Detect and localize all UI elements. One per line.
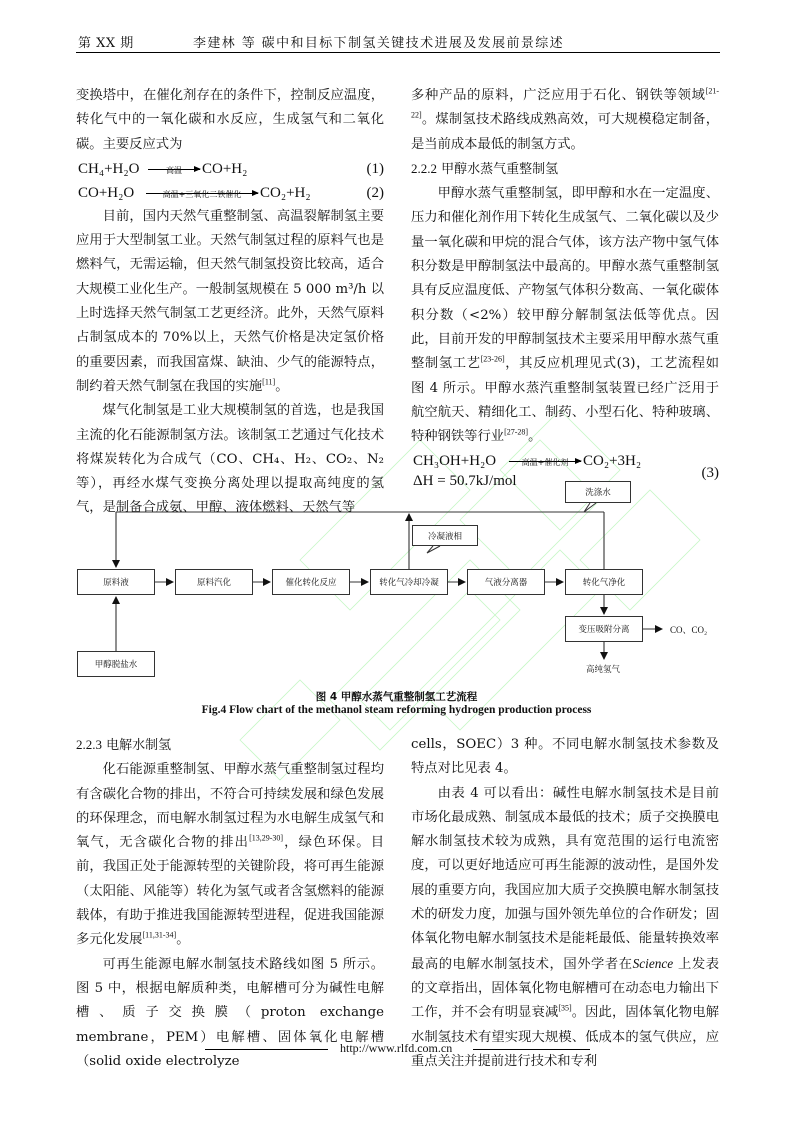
paragraph-coal-gasification: 煤气化制氢是工业大规模制氢的首选，也是我国主流的化石能源制氢方法。该制氢工艺通过气化技术将煤炭转化为合成气（CO、CH₄、H₂、CO₂、N₂ 等），再经水煤气变换分离处理以提取高纯度的氢气，是制备合成氨、甲醇、液体燃料、天然气等 (76, 403, 384, 516)
eq1-rhs: CO+H₂ (202, 160, 248, 177)
left-column-bottom (76, 733, 384, 1074)
figure-caption-zh: 图 4 甲醇水蒸气重整制氢工艺流程 (315, 691, 478, 703)
eq2-number: (2) (366, 184, 384, 201)
box-demineralized-water: 甲醇脱盐水 (77, 651, 155, 677)
eq1-arrow (148, 165, 200, 175)
section-heading-2-2-3: 2.2.3 电解水制氢 (76, 737, 172, 753)
citation: [11,31-34] (142, 930, 177, 940)
citation: [23-26] (480, 354, 505, 364)
running-header (76, 30, 720, 53)
box-gas-liquid-separator: 气液分离器 (467, 569, 545, 595)
paragraph-shift-reaction: 变换塔中，在催化剂存在的条件下，控制反应温度，转化气中的一氧化碳和水反应，生成氢气和二氧化碳。主要反应式为 (76, 88, 384, 152)
paragraph-electrolysis-intro: 化石能源重整制氢、甲醇水蒸气重整制氢过程均有含碳化合物的排出，不符合可持续发展和绿色发展的环保理念，而电解水制氢过程为水电解生成氢气和氧气，无含碳化合物的排出[13,29-30]，绿色环保。目前，我国正处于能源转型的关键阶段，将可再生能源（太阳能、风能等）转化为氢气或者含氢燃料的能源载体，有助于推进我国能源转型进程，促进我国能源多元化发展[11,31-34]。 (76, 762, 385, 948)
citation: [35] (558, 1003, 572, 1013)
citation: [13,29-30] (249, 833, 284, 843)
section-heading-2-2-2: 2.2.2 甲醇水蒸气重整制氢 (411, 160, 559, 177)
running-title: 李建林 等 碳中和目标下制氢关键技术进展及发展前景综述 (193, 36, 565, 51)
citation: [21-22] (411, 86, 719, 120)
box-catalytic-reaction: 催化转化反应 (272, 569, 350, 595)
eq3-rhs: CO₂+3H₂ (583, 453, 642, 470)
citation: [27-28] (504, 427, 529, 437)
paragraph-table4-analysis: 由表 4 可以看出：碱性电解水制氢技术是目前市场化最成熟、制氢成本最低的技术；质子交换膜电解水制氢技术较为成熟，具有宽范围的运行电流密度，可以更好地适应可再生能源的波动性，是国外发展的重要方向，我国应加大质子交换膜电解水制氢技术的研发力度，加强与国外领先单位的合作研发；固体氧化物电解水制氢技术是能耗最低、能量转换效率最高的电解水制氢技术，国外学者在Science 上发表的文章指出，固体氧化物电解槽可在动态电力输出下工作，并不会有明显衰减[35]。因此，固体氧化物电解水制氢技术有望实现大规模、低成本的氢气供应，应重点关注并提前进行技术和专利 (411, 785, 720, 1069)
paragraph-methanol-reforming: 甲醇水蒸气重整制氢，即甲醇和水在一定温度、压力和催化剂作用下转化生成氢气、二氧化碳以及少量一氧化碳和甲烷的混合气体，该方法产物中氢气体积分数是甲醇制氢法中最高的。甲醇水蒸气重整制氢具有反应温度低、产物氢气体积分数高、一氧化碳体积分数（<2%）较甲醇分解制氢法低等优点。因此，目前开发的甲醇制氢技术主要采用甲醇水蒸气重整制氢工艺[23-26]，其反应机理见式(3)，工艺流程如图 4 所示。甲醇水蒸汽重整制氢装置已经广泛用于航空航天、精细化工、制药、小型石化、特种玻璃、特种钢铁等行业[27-28]。 (411, 186, 720, 445)
eq3-lhs: CH₃OH+H₂O (413, 453, 497, 470)
box-gas-purification: 转化气净化 (565, 569, 643, 595)
eq3-number: (3) (701, 465, 719, 482)
eq3-arrow (509, 458, 581, 468)
eq3-condition: 高温+催化剂 (521, 458, 569, 468)
right-column-top (411, 84, 719, 493)
figure-caption-en: Fig.4 Flow chart of the methanol steam reforming hydrogen production process (201, 704, 592, 716)
callout-condensate: 冷凝液相 (412, 525, 478, 546)
box-cooling-condensation: 转化气冷却冷凝 (370, 569, 448, 595)
eq2-rhs: CO₂+H₂ (260, 184, 311, 201)
box-feed-vaporization: 原料汽化 (175, 569, 253, 595)
footer-rule-right (473, 1049, 590, 1050)
eq1-lhs: CH₄+H₂O (78, 160, 140, 177)
figure-4-flow-chart (60, 470, 740, 690)
box-psa-separation: 变压吸附分离 (565, 616, 643, 642)
journal-name-science: Science (632, 955, 674, 971)
footer-rule-left (205, 1049, 328, 1050)
eq3-delta-h: ΔH = 50.7kJ/mol (413, 473, 517, 490)
eq2-arrow (146, 189, 258, 199)
output-co-co2: CO、CO₂ (670, 625, 708, 635)
left-column-top (76, 84, 384, 521)
callout-wash-water: 洗涤水 (565, 481, 631, 503)
equation-2 (76, 181, 384, 205)
eq1-number: (1) (366, 160, 384, 177)
issue-number: 第 XX 期 (78, 36, 134, 51)
paragraph-electrolyzer-types: 可再生能源电解水制氢技术路线如图 5 所示。图 5 中，根据电解质种类，电解槽可分为碱性电解槽、质子交换膜（proton exchange membrane，PEM）电解槽、固体氧化电解槽（solid oxide electrolyze (76, 956, 384, 1069)
paragraph-soec-continued: cells，SOEC）3 种。不同电解水制氢技术参数及特点对比见表 4。 (411, 737, 719, 777)
paragraph-natural-gas: 目前，国内天然气重整制氢、高温裂解制氢主要应用于大型制氢工业。天然气制氢过程的原料气也是燃料气，无需运输，但天然气制氢投资比较高，适合大规模工业化生产。一般制氢规模在 5 000 m³/h 以上时选择天然气制氢工艺更经济。此外，天然气原料占制氢成本的 70%以上，天然气价格是决定氢价格的重要因素，而我国富煤、缺油、少气的能源特点，制约着天然气制氢在我国的实施[11]。 (76, 208, 384, 394)
paragraph-coal-continued: 多种产品的原料，广泛应用于石化、钢铁等领域[21-22]。煤制氢技术路线成熟高效，可大规模稳定制备，是当前成本最低的制氢方式。 (411, 86, 719, 152)
citation: [11] (262, 377, 276, 387)
eq1-condition: 高温 (166, 165, 182, 175)
output-high-purity-h2: 高纯氢气 (586, 665, 621, 675)
eq2-lhs: CO+H₂O (78, 184, 135, 201)
right-column-bottom (411, 733, 719, 1074)
equation-1 (76, 157, 384, 181)
footer-url[interactable]: http://www.rlfd.com.cn (340, 1041, 453, 1055)
box-feed-liquid: 原料液 (77, 569, 155, 595)
eq2-condition: 高温+三氧化二铁催化 (162, 189, 242, 199)
